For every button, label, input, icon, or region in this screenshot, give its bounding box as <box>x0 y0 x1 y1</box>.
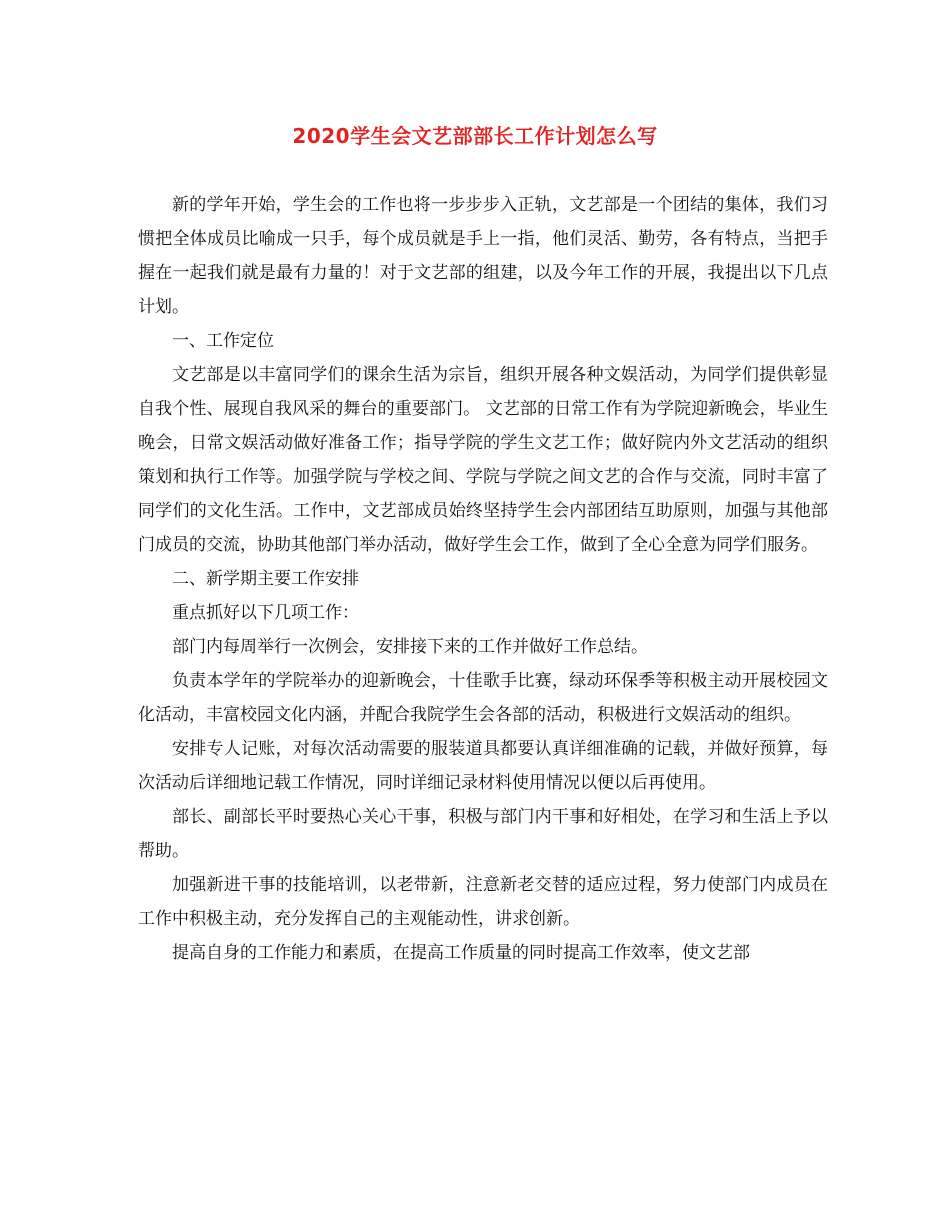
paragraph: 文艺部是以丰富同学们的课余生活为宗旨，组织开展各种文娱活动，为同学们提供彰显自我个性、展现自我风采的舞台的重要部门。 文艺部的日常工作有为学院迎新晚会，毕业生晚会，日常文娱活动做好准备工作；指导学院的学生文艺工作；做好院内外文艺活动的组织策划和执行工作等。加强学院与学校之间、学院与学院之间文艺的合作与交流，同时丰富了同学们的文化生活。工作中，文艺部成员始终坚持学生会内部团结互助原则，加强与其他部门成员的交流，协助其他部门举办活动，做好学生会工作，做到了全心全意为同学们服务。 <box>138 365 828 555</box>
paragraph: 负责本学年的学院举办的迎新晚会，十佳歌手比赛，绿动环保季等积极主动开展校园文化活动，丰富校园文化内涵，并配合我院学生会各部的活动，积极进行文娱活动的组织。 <box>138 671 828 725</box>
document-title: 2020学生会文艺部部长工作计划怎么写 <box>292 124 658 148</box>
paragraph: 安排专人记账，对每次活动需要的服装道具都要认真详细准确的记载，并做好预算，每次活动后详细地记载工作情况，同时详细记录材料使用情况以便以后再使用。 <box>138 739 828 793</box>
paragraph: 加强新进干事的技能培训，以老带新，注意新老交替的适应过程，努力使部门内成员在工作中积极主动，充分发挥自己的主观能动性，讲求创新。 <box>138 875 828 929</box>
section-heading: 二、新学期主要工作安排 <box>172 569 359 589</box>
paragraph: 新的学年开始，学生会的工作也将一步步步入正轨，文艺部是一个团结的集体，我们习惯把全体成员比喻成一只手，每个成员就是手上一指，他们灵活、勤劳，各有特点，当把手握在一起我们就是最有力量的！对于文艺部的组建，以及今年工作的开展，我提出以下几点计划。 <box>138 195 828 317</box>
paragraph: 重点抓好以下几项工作： <box>172 603 359 623</box>
section-heading: 一、工作定位 <box>172 331 274 351</box>
paragraph: 部长、副部长平时要热心关心干事，积极与部门内干事和好相处，在学习和生活上予以帮助。 <box>138 807 828 861</box>
paragraph: 部门内每周举行一次例会，安排接下来的工作并做好工作总结。 <box>172 637 648 657</box>
document-body <box>138 188 828 970</box>
paragraph: 提高自身的工作能力和素质，在提高工作质量的同时提高工作效率，使文艺部 <box>172 943 750 963</box>
